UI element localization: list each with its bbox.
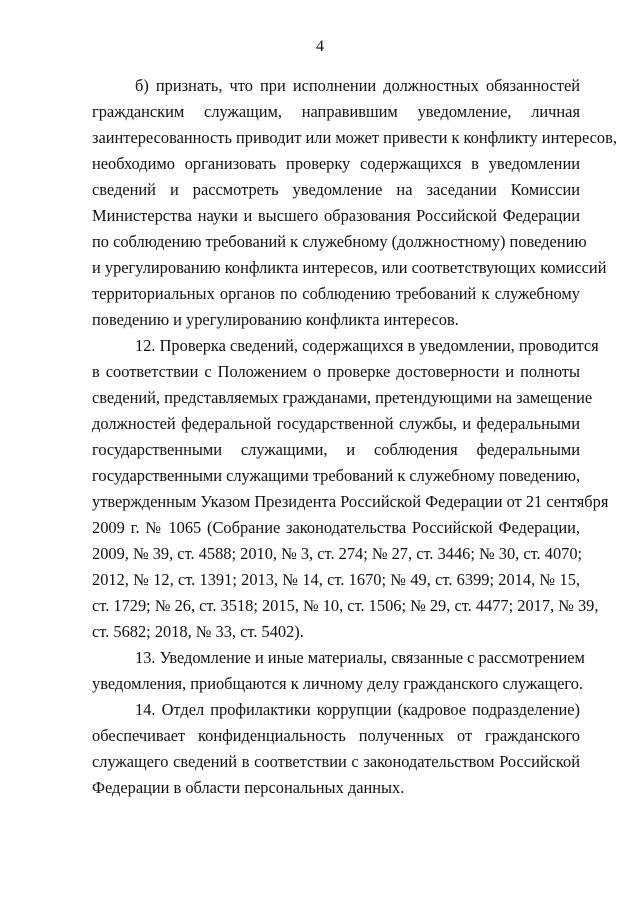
- text-line: 2009 г. № 1065 (Собрание законодательства Российской Федерации,: [92, 518, 580, 537]
- text-line: 2012, № 12, ст. 1391; 2013, № 14, ст. 1670; № 49, ст. 6399; 2014, № 15,: [92, 570, 580, 589]
- text-line: сведений и рассмотреть уведомление на заседании Комиссии: [92, 180, 580, 199]
- text-line: утвержденным Указом Президента Российской Федерации от 21 сентября: [92, 492, 609, 511]
- text-line: в соответствии с Положением о проверке достоверности и полноты: [92, 362, 580, 381]
- document-body: [92, 73, 617, 801]
- text-line: по соблюдению требований к служебному (должностному) поведению: [92, 232, 587, 251]
- text-line: обеспечивает конфиденциальность полученных от гражданского: [92, 726, 580, 745]
- text-line: территориальных органов по соблюдению требований к служебному: [92, 284, 580, 303]
- text-line: должностей федеральной государственной службы, и федеральными: [92, 414, 580, 433]
- paragraph-12: [92, 333, 609, 645]
- text-line: гражданским служащим, направившим уведомление, личная: [92, 102, 580, 121]
- text-line: государственными служащими, и соблюдения федеральными: [92, 440, 580, 459]
- text-line: государственными служащими требований к служебному поведению,: [92, 466, 581, 485]
- text-line: б) признать, что при исполнении должностных обязанностей: [135, 76, 580, 95]
- page-number: 4: [316, 38, 324, 55]
- text-line: 2009, № 39, ст. 4588; 2010, № 3, ст. 274; № 27, ст. 3446; № 30, ст. 4070;: [92, 544, 583, 563]
- paragraph-b: [92, 73, 617, 333]
- text-line: ст. 5682; 2018, № 33, ст. 5402).: [92, 622, 304, 641]
- text-line: Министерства науки и высшего образования Российской Федерации: [92, 206, 580, 225]
- text-line: 13. Уведомление и иные материалы, связанные с рассмотрением: [135, 648, 585, 667]
- text-line: Федерации в области персональных данных.: [92, 778, 405, 797]
- text-line: ст. 1729; № 26, ст. 3518; 2015, № 10, ст. 1506; № 29, ст. 4477; 2017, № 39,: [92, 596, 599, 615]
- text-line: служащего сведений в соответствии с законодательством Российской: [92, 752, 580, 771]
- text-line: поведению и урегулированию конфликта интересов.: [92, 310, 459, 329]
- text-line: заинтересованность приводит или может привести к конфликту интересов,: [92, 128, 617, 147]
- text-line: и урегулированию конфликта интересов, или соответствующих комиссий: [92, 258, 607, 277]
- paragraph-13: [92, 645, 585, 697]
- paragraph-14: [92, 697, 580, 801]
- text-line: 12. Проверка сведений, содержащихся в уведомлении, проводится: [135, 336, 599, 355]
- text-line: необходимо организовать проверку содержащихся в уведомлении: [92, 154, 580, 173]
- text-line: 14. Отдел профилактики коррупции (кадровое подразделение): [135, 700, 580, 719]
- text-line: уведомления, приобщаются к личному делу гражданского служащего.: [92, 674, 584, 693]
- text-line: сведений, представляемых гражданами, претендующими на замещение: [92, 388, 593, 407]
